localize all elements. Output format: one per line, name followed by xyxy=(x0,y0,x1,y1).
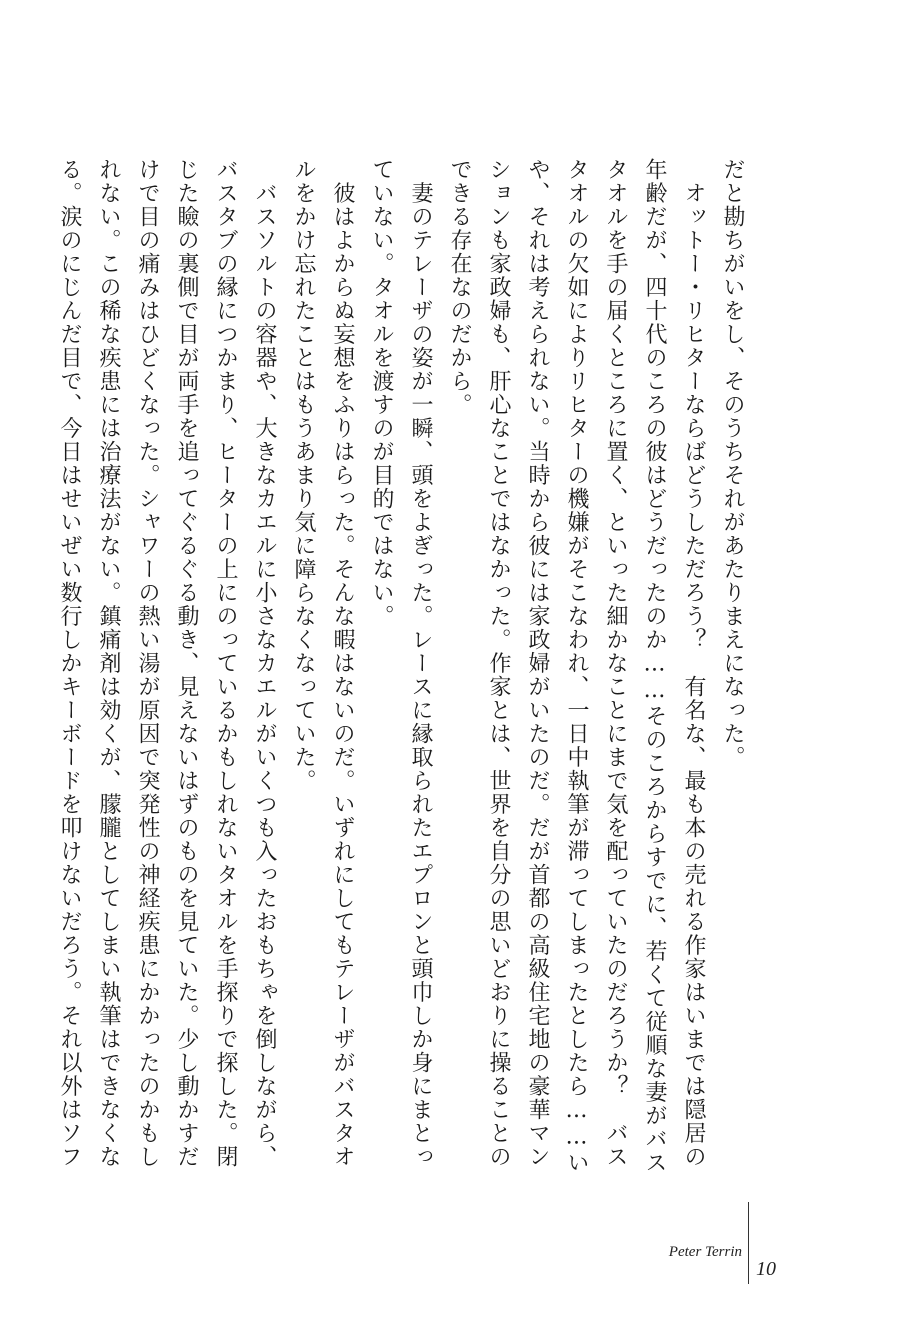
text-line: できる存在なのだから。 xyxy=(447,158,472,417)
text-line: や、それは考えられない。当時から彼には家政婦がいたのだ。だが首都の高級住宅地の豪華マン xyxy=(525,158,550,1169)
text-line: だと勘ちがいをし、そのうちそれがあたりまえになった。 xyxy=(720,158,745,769)
text-line: 彼はよからぬ妄想をふりはらった。そんな暇はないのだ。いずれにしてもテレーザがバスタオ xyxy=(330,158,355,1169)
text-line: る。涙のにじんだ目で、今日はせいぜい数行しかキーボードを叩けないだろう。それ以外はソフ xyxy=(57,158,82,1169)
text-line: 妻のテレーザの姿が一瞬、頭をよぎった。レースに縁取られたエプロンと頭巾しか身にまとっ xyxy=(408,158,433,1169)
text-line: ルをかけ忘れたことはもうあまり気に障らなくなっていた。 xyxy=(291,158,316,793)
text-line: けで目の痛みはひどくなった。シャワーの熱い湯が原因で突発性の神経疾患にかかったのかもし xyxy=(135,158,160,1169)
text-line: れない。この稀な疾患には治療法がない。鎮痛剤は効くが、朦朧としてしまい執筆はできなくな xyxy=(96,158,121,1169)
text-line: オットー・リヒターならばどうしただろう？ 有名な、最も本の売れる作家はいまでは隠居の xyxy=(681,158,706,1169)
text-line: バスソルトの容器や、大きなカエルに小さなカエルがいくつも入ったおもちゃを倒しながら、 xyxy=(252,158,277,1169)
body-text xyxy=(50,158,752,1175)
text-line: ていない。タオルを渡すのが目的ではない。 xyxy=(369,158,394,628)
text-line: ションも家政婦も、肝心なことではなかった。作家とは、世界を自分の思いどおりに操ることの xyxy=(486,158,511,1169)
running-footer-author: Peter Terrin xyxy=(668,1244,742,1260)
text-line: じた瞼の裏側で目が両手を追ってぐるぐる動き、見えないはずのものを見ていた。少し動かすだ xyxy=(174,158,199,1169)
text-line: タオルの欠如によりリヒターの機嫌がそこなわれ、一日中執筆が滞ってしまったとしたら……い xyxy=(564,158,589,1175)
text-line: バスタブの縁につかまり、ヒーターの上にのっているかもしれないタオルを手探りで探した。閉 xyxy=(213,158,238,1169)
page-number: 10 xyxy=(756,1258,776,1280)
text-line: 年齢だが、四十代のころの彼はどうだったのか……そのころからすでに、若くて従順な妻がバス xyxy=(642,158,667,1175)
text-line: タオルを手の届くところに置く、といった細かなことにまで気を配っていたのだろうか？ バス xyxy=(603,158,628,1169)
footer-divider xyxy=(748,1202,749,1284)
